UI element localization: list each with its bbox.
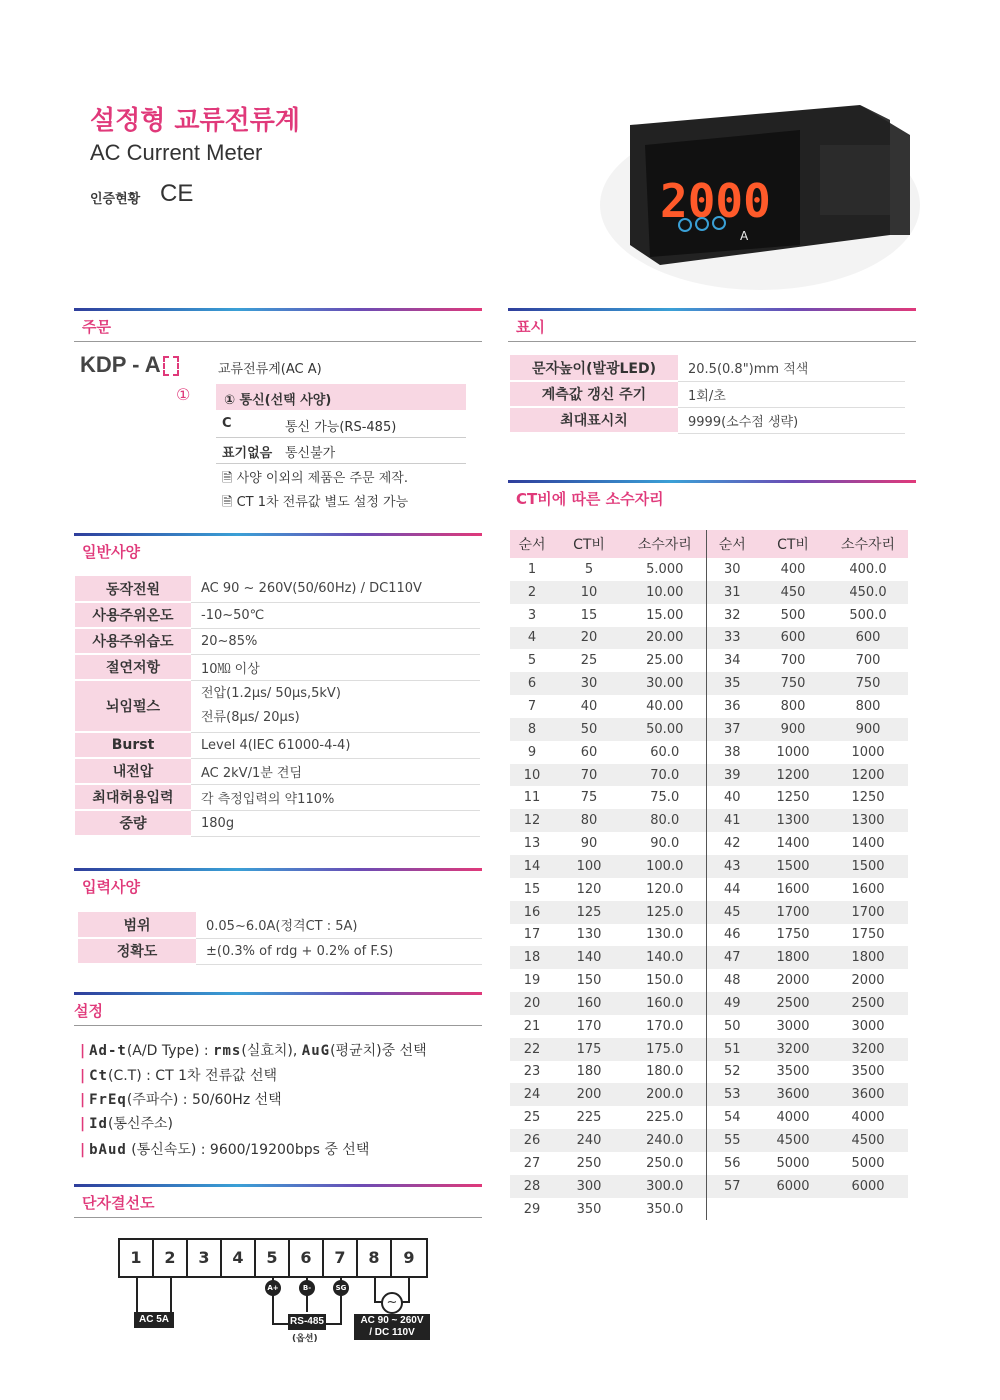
table-row xyxy=(510,1083,908,1106)
table-row xyxy=(510,1038,908,1061)
settings-section-header xyxy=(74,992,482,1026)
table-cell: 16 xyxy=(510,901,554,924)
tag-rs485: RS-485 xyxy=(288,1314,326,1330)
table-cell xyxy=(706,1198,758,1221)
table-row xyxy=(510,604,908,627)
table-cell: 12 xyxy=(510,809,554,832)
table-cell: 400.0 xyxy=(849,561,887,577)
table-cell: 1800 xyxy=(828,946,908,969)
table-cell: 180 xyxy=(576,1064,602,1080)
table-cell: 5 xyxy=(527,653,537,669)
table-cell: 350.0 xyxy=(646,1201,684,1217)
table-cell: 18 xyxy=(510,946,554,969)
table-cell: 120.0 xyxy=(646,881,684,897)
table-cell: 160 xyxy=(554,992,624,1015)
table-cell: 200 xyxy=(554,1083,624,1106)
table-cell: 29 xyxy=(523,1201,541,1217)
table-cell: 130.0 xyxy=(646,927,684,943)
table-cell: 75.0 xyxy=(650,790,680,806)
terminal: 9 xyxy=(403,1248,415,1267)
table-row xyxy=(510,946,908,969)
table-cell: 1600 xyxy=(776,881,810,897)
table-cell: 600 xyxy=(828,627,908,650)
table-cell: 14 xyxy=(510,855,554,878)
table-cell: 35 xyxy=(706,672,758,695)
section-label: 입력사양 xyxy=(82,878,140,896)
section-label: 설정 xyxy=(74,1002,103,1020)
product-led-readout: 2000 xyxy=(660,174,771,228)
table-cell: 55 xyxy=(706,1129,758,1152)
table-cell: 20.00 xyxy=(624,627,706,650)
table-cell: 90.0 xyxy=(650,836,680,852)
table-cell: 1800 xyxy=(758,946,828,969)
table-cell: 30.00 xyxy=(624,672,706,695)
display-spec-table: 문자높이(발광LED) 20.5(0.8")mm 적색 계측값 갱신 주기 1회/초 최대표시치 9999(소수점 생략) xyxy=(510,355,905,434)
table-cell: 700 xyxy=(855,653,881,669)
table-cell: 90 xyxy=(580,836,598,852)
table-row xyxy=(510,1129,908,1152)
table-cell: 150.0 xyxy=(646,973,684,989)
document-icon: 🗎 xyxy=(222,495,233,510)
table-cell: 5000 xyxy=(851,1155,885,1171)
table-cell: 180.0 xyxy=(646,1064,684,1080)
table-cell: 47 xyxy=(706,946,758,969)
table-cell: 4000 xyxy=(851,1110,885,1126)
table-cell: 5.000 xyxy=(646,561,684,577)
section-label: 단자결선도 xyxy=(82,1194,155,1212)
table-row xyxy=(510,1061,908,1084)
table-cell: 1 xyxy=(527,561,537,577)
table-cell: 100 xyxy=(554,855,624,878)
terminal: 7 xyxy=(324,1240,358,1276)
option-desc-none: 통신불가 xyxy=(285,446,336,461)
table-cell: 80.0 xyxy=(624,809,706,832)
table-row xyxy=(510,809,908,832)
table-cell: 44 xyxy=(706,878,758,901)
table-cell: 1200 xyxy=(758,764,828,787)
table-cell: 170.0 xyxy=(646,1018,684,1034)
table-row xyxy=(510,764,908,787)
table-row xyxy=(510,786,908,809)
table-cell: 23 xyxy=(523,1064,541,1080)
general-spec-table: 동작전원 AC 90 ~ 260V(50/60Hz) / DC110V 사용주위온도 -10~50℃ 사용주위습도 20~85% 절연저항 10㏁ 이상 뇌임펄스 전압(1.2μs/ 50μs,5kV) 전류(8μs/ 20μs) Burst Level 4(IEC 61000-4-4) 내전압 AC 2kV/1분 견딤 최대허용입력 각 측정입력의 약110% 중량 180g xyxy=(75,576,480,837)
table-cell: 250.0 xyxy=(646,1155,684,1171)
table-cell: 3500 xyxy=(776,1064,810,1080)
terminal-marker: A+ xyxy=(265,1280,281,1296)
table-cell: 175.0 xyxy=(624,1038,706,1061)
table-cell: 4500 xyxy=(828,1129,908,1152)
table-cell: 52 xyxy=(706,1061,758,1084)
table-cell: 600 xyxy=(758,627,828,650)
ct-decimal-table xyxy=(510,530,908,1220)
terminal: 8 xyxy=(358,1240,392,1276)
table-cell: 40.00 xyxy=(646,698,684,714)
table-cell: 2000 xyxy=(776,973,810,989)
table-row xyxy=(510,969,908,992)
table-cell: 1750 xyxy=(776,927,810,943)
terminal: 1 xyxy=(120,1240,154,1276)
table-cell: 170 xyxy=(576,1018,602,1034)
setting-item: | Id(통신주소) xyxy=(80,1116,174,1132)
table-cell: 130 xyxy=(576,927,602,943)
table-cell: 60 xyxy=(580,744,598,760)
terminal-marker: B- xyxy=(299,1280,315,1296)
table-cell: 37 xyxy=(706,718,758,741)
input-spec-table: 범위 0.05~6.0A(정격CT : 5A) 정확도 ±(0.3% of rdg + 0.2% of F.S) xyxy=(78,912,482,965)
terminal-block xyxy=(118,1238,428,1278)
option-code-c: C xyxy=(222,416,232,431)
table-cell: 45 xyxy=(706,901,758,924)
table-cell: 300 xyxy=(554,1175,624,1198)
table-cell: 3600 xyxy=(828,1083,908,1106)
document-icon: 🗎 xyxy=(222,471,233,486)
tag-rs485-sub: (옵션) xyxy=(292,1334,318,1344)
table-row xyxy=(510,672,908,695)
table-cell: 1700 xyxy=(828,901,908,924)
page-subtitle: AC Current Meter xyxy=(90,140,263,165)
table-cell: 17 xyxy=(523,927,541,943)
page-title: 설정형 교류전류계 xyxy=(90,106,300,136)
table-cell: 3200 xyxy=(758,1038,828,1061)
table-cell: 5000 xyxy=(776,1155,810,1171)
terminal: 3 xyxy=(188,1240,222,1276)
wiring-section-header xyxy=(74,1184,482,1218)
table-cell: 10 xyxy=(554,581,624,604)
table-cell: 700 xyxy=(780,653,806,669)
table-cell: 43 xyxy=(706,855,758,878)
terminal: 4 xyxy=(222,1240,256,1276)
table-cell: 3200 xyxy=(828,1038,908,1061)
table-cell: 100.0 xyxy=(624,855,706,878)
ct-section-header xyxy=(508,480,916,514)
table-cell: 500.0 xyxy=(849,607,887,623)
table-cell: 225 xyxy=(576,1110,602,1126)
table-cell: 50 xyxy=(706,1015,758,1038)
table-cell: 25 xyxy=(580,653,598,669)
table-cell: 3 xyxy=(527,607,537,623)
table-cell: 9 xyxy=(527,744,537,760)
table-cell: 4 xyxy=(510,627,554,650)
table-cell: 53 xyxy=(706,1083,758,1106)
table-cell: 38 xyxy=(706,741,758,764)
table-cell: 3600 xyxy=(758,1083,828,1106)
table-cell xyxy=(828,1198,908,1221)
table-cell: 51 xyxy=(706,1038,758,1061)
table-cell: 250 xyxy=(576,1155,602,1171)
table-cell: 240 xyxy=(554,1129,624,1152)
table-cell: 49 xyxy=(706,992,758,1015)
setting-item: | FrEq(주파수) : 50/60Hz 선택 xyxy=(80,1092,282,1108)
table-cell: 140 xyxy=(554,946,624,969)
table-cell: 900 xyxy=(828,718,908,741)
ct-header: CT비 xyxy=(758,530,828,558)
table-cell: 3000 xyxy=(851,1018,885,1034)
table-row xyxy=(510,558,908,581)
table-cell: 39 xyxy=(706,764,758,787)
table-cell: 28 xyxy=(510,1175,554,1198)
table-cell: 10 xyxy=(510,764,554,787)
table-cell: 7 xyxy=(527,698,537,714)
table-cell: 6000 xyxy=(758,1175,828,1198)
table-cell: 160.0 xyxy=(624,992,706,1015)
setting-item: | Ct(C.T) : CT 1차 전류값 선택 xyxy=(80,1068,278,1084)
table-cell: 750 xyxy=(758,672,828,695)
table-cell: 22 xyxy=(510,1038,554,1061)
table-cell: 40 xyxy=(580,698,598,714)
table-cell: 80 xyxy=(554,809,624,832)
table-cell: 75 xyxy=(580,790,598,806)
terminal: 6 xyxy=(290,1240,324,1276)
setting-item: | bAud (통신속도) : 9600/19200bps 중 선택 xyxy=(80,1142,370,1158)
table-cell: 300.0 xyxy=(624,1175,706,1198)
order-description: 교류전류계(AC A) xyxy=(218,362,322,377)
table-cell: 4000 xyxy=(776,1110,810,1126)
table-cell: 4500 xyxy=(758,1129,828,1152)
table-cell: 400 xyxy=(780,561,806,577)
table-cell: 32 xyxy=(706,604,758,627)
tag-ac5a: AC 5A xyxy=(134,1312,174,1328)
terminal-marker: SG xyxy=(333,1280,349,1296)
table-row xyxy=(510,1175,908,1198)
table-cell: 1400 xyxy=(776,836,810,852)
table-cell: 1600 xyxy=(851,881,885,897)
product-image xyxy=(590,85,920,295)
table-cell: 125.0 xyxy=(624,901,706,924)
table-cell: 54 xyxy=(706,1106,758,1129)
table-cell: 2500 xyxy=(828,992,908,1015)
table-cell: 2 xyxy=(510,581,554,604)
table-row xyxy=(510,695,908,718)
ce-mark-icon: CE xyxy=(160,180,194,207)
table-row xyxy=(510,992,908,1015)
table-row xyxy=(510,718,908,741)
ct-header: 소수자리 xyxy=(624,530,706,558)
table-row xyxy=(510,1106,908,1129)
table-cell: 350 xyxy=(576,1201,602,1217)
tag-power: AC 90 ~ 260V / DC 110V xyxy=(354,1314,430,1340)
option-desc-c: 통신 가능(RS-485) xyxy=(285,420,397,435)
table-cell: 26 xyxy=(510,1129,554,1152)
table-cell: 2000 xyxy=(851,973,885,989)
table-cell: 46 xyxy=(706,924,758,947)
table-cell: 1200 xyxy=(828,764,908,787)
section-label: 일반사양 xyxy=(82,543,140,561)
general-section-header xyxy=(74,533,482,567)
input-section-header xyxy=(74,868,482,902)
table-cell: 125 xyxy=(554,901,624,924)
table-cell: 57 xyxy=(706,1175,758,1198)
table-cell: 21 xyxy=(523,1018,541,1034)
ac-source-icon: ~ xyxy=(381,1292,403,1314)
table-cell: 200.0 xyxy=(624,1083,706,1106)
option-marker: ① xyxy=(176,385,191,404)
table-cell: 150 xyxy=(576,973,602,989)
table-cell: 120 xyxy=(576,881,602,897)
table-cell: 11 xyxy=(523,790,541,806)
table-cell: 240.0 xyxy=(624,1129,706,1152)
table-cell xyxy=(758,1198,828,1221)
table-cell: 31 xyxy=(706,581,758,604)
table-cell: 15.00 xyxy=(646,607,684,623)
table-cell: 20 xyxy=(510,992,554,1015)
table-cell: 19 xyxy=(523,973,541,989)
table-cell: 1300 xyxy=(828,809,908,832)
table-row xyxy=(510,832,908,855)
ct-header: 순서 xyxy=(510,530,554,558)
order-note: 🗎 CT 1차 전류값 별도 설정 가능 xyxy=(222,495,409,510)
table-cell: 1250 xyxy=(851,790,885,806)
table-cell: 1400 xyxy=(851,836,885,852)
table-cell: 30 xyxy=(554,672,624,695)
display-section-header xyxy=(508,308,916,342)
table-cell: 8 xyxy=(510,718,554,741)
product-unit-label: A xyxy=(740,229,749,243)
order-note: 🗎 사양 이외의 제품은 주문 제작. xyxy=(222,471,408,486)
table-cell: 20 xyxy=(554,627,624,650)
table-cell: 1000 xyxy=(776,744,810,760)
table-row xyxy=(510,1015,908,1038)
table-cell: 3500 xyxy=(851,1064,885,1080)
table-row xyxy=(510,649,908,672)
table-cell: 25 xyxy=(523,1110,541,1126)
table-cell: 1500 xyxy=(828,855,908,878)
table-row xyxy=(510,741,908,764)
option-title: ① 통신(선택 사양) xyxy=(216,384,466,410)
table-cell: 900 xyxy=(758,718,828,741)
table-cell: 1700 xyxy=(758,901,828,924)
table-cell: 175 xyxy=(554,1038,624,1061)
order-section-header xyxy=(74,308,482,342)
table-cell: 1750 xyxy=(851,927,885,943)
table-cell: 140.0 xyxy=(624,946,706,969)
table-row xyxy=(510,855,908,878)
table-cell: 48 xyxy=(706,969,758,992)
table-cell: 750 xyxy=(828,672,908,695)
table-cell: 800 xyxy=(780,698,806,714)
ct-header: 소수자리 xyxy=(828,530,908,558)
table-cell: 33 xyxy=(706,627,758,650)
table-row xyxy=(510,878,908,901)
table-row xyxy=(510,901,908,924)
table-cell: 1500 xyxy=(758,855,828,878)
table-cell: 41 xyxy=(706,809,758,832)
table-cell: 10.00 xyxy=(624,581,706,604)
table-cell: 25.00 xyxy=(646,653,684,669)
table-cell: 13 xyxy=(523,836,541,852)
order-model-code: KDP - A xyxy=(80,352,179,378)
table-cell: 3000 xyxy=(776,1018,810,1034)
table-cell: 450 xyxy=(758,581,828,604)
terminal: 2 xyxy=(154,1240,188,1276)
table-cell: 2500 xyxy=(758,992,828,1015)
cert-label: 인증현황 xyxy=(90,192,141,207)
table-cell: 40 xyxy=(706,786,758,809)
option-code-none: 표기없음 xyxy=(222,446,273,461)
table-cell: 5 xyxy=(584,561,594,577)
table-cell: 1000 xyxy=(851,744,885,760)
table-cell: 24 xyxy=(510,1083,554,1106)
terminal: 5 xyxy=(256,1240,290,1276)
section-label: 표시 xyxy=(516,318,545,336)
table-cell: 42 xyxy=(706,832,758,855)
table-cell: 225.0 xyxy=(646,1110,684,1126)
table-cell: 34 xyxy=(706,649,758,672)
table-cell: 1250 xyxy=(776,790,810,806)
table-row xyxy=(510,924,908,947)
table-cell: 60.0 xyxy=(650,744,680,760)
table-cell: 15 xyxy=(523,881,541,897)
table-cell: 56 xyxy=(706,1152,758,1175)
table-cell: 36 xyxy=(706,695,758,718)
table-cell: 27 xyxy=(523,1155,541,1171)
table-cell: 1300 xyxy=(758,809,828,832)
table-cell: 70.0 xyxy=(624,764,706,787)
ct-header: 순서 xyxy=(706,530,758,558)
table-cell: 450.0 xyxy=(828,581,908,604)
table-cell: 30 xyxy=(706,558,758,581)
table-cell: 70 xyxy=(554,764,624,787)
section-label: 주문 xyxy=(82,318,111,336)
ct-header: CT비 xyxy=(554,530,624,558)
table-cell: 800 xyxy=(855,698,881,714)
table-cell: 6000 xyxy=(828,1175,908,1198)
table-row xyxy=(510,627,908,650)
table-row xyxy=(510,1198,908,1221)
table-cell: 50 xyxy=(554,718,624,741)
table-cell: 6 xyxy=(510,672,554,695)
table-cell: 15 xyxy=(580,607,598,623)
table-cell: 50.00 xyxy=(624,718,706,741)
setting-item: | Ad-t(A/D Type) : rms(실효치), AuG(평균치)중 선택 xyxy=(80,1043,427,1059)
table-row xyxy=(510,1152,908,1175)
section-label: CT비에 따른 소수자리 xyxy=(516,490,664,508)
table-row xyxy=(510,581,908,604)
table-cell: 500 xyxy=(780,607,806,623)
